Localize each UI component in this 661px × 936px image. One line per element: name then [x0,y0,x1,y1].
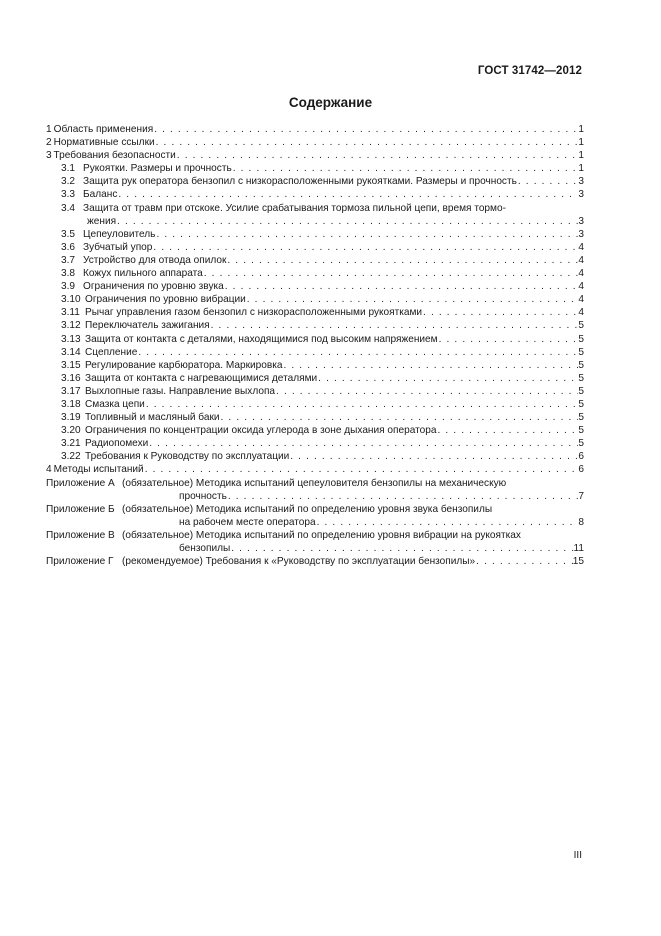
toc-entry-number: 3.9 [61,281,76,293]
toc-entry-3-14[interactable] [46,346,584,359]
toc-entry-page: 7 [578,490,584,502]
toc-entry-page: 4 [578,268,584,280]
dot-leader [117,188,578,201]
toc-entry-appendix-v-continuation[interactable] [46,542,584,555]
toc-entry-number: 3.18 [61,398,81,410]
toc-entry-number: 3.16 [61,372,81,384]
toc-entry-3-5[interactable] [46,228,584,241]
toc-entry-3-1[interactable] [46,162,584,175]
toc-entry-text: Требования безопасности [53,150,176,162]
dot-leader [227,490,579,503]
toc-entry-number: 3.21 [61,438,81,450]
dot-leader [517,175,579,188]
toc-entry-text: Радиопомехи [85,438,149,450]
toc-entry-number: 4 [46,464,52,476]
toc-entry-page: 5 [578,333,584,345]
standard-code: ГОСТ 31742—2012 [477,65,582,77]
toc-entry-appendix-a[interactable] [46,477,584,490]
toc-entry-page: 5 [578,438,584,450]
dot-leader [226,254,578,267]
dot-leader [145,398,579,411]
toc-entry-number: 3.5 [61,228,76,240]
toc-entry-text: Выхлопные газы. Направление выхлопа [85,385,276,397]
dot-leader [438,333,579,346]
toc-entry-page: 8 [578,516,584,528]
toc-entry-page: 5 [578,372,584,384]
toc-entry-text: (обязательное) Методика испытаний по определению уровня вибрации на рукоятках [122,529,521,541]
toc-entry-number: 3.8 [61,268,76,280]
dot-leader [153,123,578,136]
toc-entry-page: 5 [578,398,584,410]
toc-entry-3-12[interactable] [46,319,584,332]
toc-entry-3-17[interactable] [46,385,584,398]
toc-entry-3-10[interactable] [46,293,584,306]
toc-entry-3-2[interactable] [46,175,584,188]
toc-entry-number: 3.12 [61,320,81,332]
toc-entry-3-16[interactable] [46,372,584,385]
toc-entry-text: (обязательное) Методика испытаний по определению уровня звука бензопилы [122,503,493,515]
toc-entry-text: Смазка цепи [85,398,145,410]
dot-leader [148,437,578,450]
toc-entry-number: 3.17 [61,385,81,397]
toc-entry-text: (обязательное) Методика испытаний цепеуловителя бензопилы на механическую [122,477,507,489]
toc-entry-page: 1 [578,124,584,135]
toc-entry-number: 1 [46,124,52,135]
toc-entry-page: 15 [572,556,584,568]
toc-entry-3-20[interactable] [46,424,584,437]
toc-entry-page: 6 [578,464,584,476]
toc-entry-2[interactable] [46,136,584,149]
dot-leader [316,516,579,529]
toc-entry-3-7[interactable] [46,254,584,267]
toc-entry-text-continuation: на рабочем месте оператора [179,516,316,528]
toc-entry-text: Защита рук оператора бензопил с низкорасположенными рукоятками. Размеры и прочность [83,176,517,188]
dot-leader [220,411,579,424]
toc-entry-page: 5 [578,385,584,397]
toc-entry-number: 3.2 [61,176,76,188]
toc-entry-text: Топливный и масляный баки [85,412,220,424]
toc-entry-page: 4 [578,241,584,253]
dot-leader [203,267,579,280]
toc-entry-text-continuation: прочность [179,490,227,502]
dot-leader [475,555,573,568]
toc-entry-page: 5 [578,346,584,358]
toc-entry-appendix-a-continuation[interactable] [46,490,584,503]
toc-entry-number: 3.4 [61,202,76,214]
toc-entry-text: Защита от контакта с деталями, находящимися под высоким напряжением [85,333,438,345]
toc-entry-page: 3 [578,176,584,188]
toc-entry-text: Цепеуловитель [83,228,156,240]
dot-leader [275,385,578,398]
page-number: III [573,850,582,861]
toc-entry-number: 3.15 [61,359,81,371]
toc-entry-3-18[interactable] [46,398,584,411]
toc-entry-number: Приложение А [46,477,115,489]
toc-entry-3-19[interactable] [46,411,584,424]
toc-entry-3[interactable] [46,149,584,162]
toc-entry-number: Приложение В [46,529,115,541]
dot-leader [317,372,578,385]
toc-entry-number: 3.6 [61,241,76,253]
toc-entry-page: 4 [578,254,584,266]
toc-entry-3-4[interactable] [46,202,584,215]
toc-entry-3-4-continuation[interactable] [46,215,584,228]
dot-leader [224,280,579,293]
toc-entry-number: 3.1 [61,163,76,175]
toc-entry-text: Защита от травм при отскоке. Усилие срабатывания тормоза пильной цепи, время тормо- [83,202,506,214]
toc-entry-3-21[interactable] [46,437,584,450]
dot-leader [230,542,573,555]
toc-entry-page: 4 [578,307,584,319]
toc-entry-3-6[interactable] [46,241,584,254]
toc-entry-number: 3.20 [61,425,81,437]
toc-entry-page: 4 [578,281,584,293]
toc-entry-appendix-b-continuation[interactable] [46,516,584,529]
toc-entry-number: 3.13 [61,333,81,345]
toc-entry-3-13[interactable] [46,333,584,346]
toc-entry-page: 3 [578,215,584,227]
dot-leader [436,424,578,437]
dot-leader [155,228,578,241]
dot-leader [144,463,579,476]
toc-entry-appendix-g[interactable] [46,555,584,568]
toc-entry-number: 3.22 [61,451,81,463]
dot-leader [422,306,578,319]
toc-entry-text: Защита от контакта с нагревающимися деталями [85,372,318,384]
toc-entry-text-continuation: бензопилы [179,543,231,554]
toc-entry-number: 3.11 [61,307,80,319]
toc-entry-text: Зубчатый упор [83,241,153,253]
toc-entry-number: 3 [46,150,52,162]
toc-entry-number: 3.19 [61,412,81,424]
toc-entry-number: 3.10 [61,294,81,306]
toc-entry-text: Рукоятки. Размеры и прочность [83,163,232,175]
toc-entry-text: Ограничения по концентрации оксида углерода в зоне дыхания оператора [85,425,437,437]
toc-entry-number: 3.14 [61,346,81,358]
toc-entry-text: Баланс [83,189,118,201]
toc-entry-number: 3.7 [61,254,76,266]
toc-entry-page: 1 [578,163,584,175]
toc-entry-page: 5 [578,425,584,437]
toc-entry-text-continuation: жения [87,215,117,227]
toc-entry-3-3[interactable] [46,188,584,201]
dot-leader [232,162,579,175]
dot-leader [246,293,579,306]
toc-entry-page: 11 [573,543,584,554]
toc-entry-text: Методы испытаний [53,464,144,476]
toc-entry-number: Приложение Б [46,503,115,515]
table-of-contents [46,123,584,568]
toc-entry-3-22[interactable] [46,450,584,463]
toc-entry-appendix-b[interactable] [46,503,584,516]
dot-leader [116,215,578,228]
dot-leader [155,136,579,149]
dot-leader [210,319,579,332]
toc-entry-text: Переключатель зажигания [85,320,210,332]
toc-entry-page: 6 [578,451,584,463]
toc-entry-3-11[interactable] [46,306,584,319]
toc-entry-appendix-v[interactable] [46,529,584,542]
toc-entry-page: 1 [578,150,584,162]
toc-entry-number: Приложение Г [46,556,114,568]
toc-entry-4[interactable] [46,463,584,476]
toc-entry-text: Рычаг управления газом бензопил с низкорасположенными рукоятками [85,307,423,319]
toc-entry-text: Сцепление [85,346,138,358]
toc-entry-text: Кожух пильного аппарата [83,268,203,280]
toc-entry-1[interactable] [46,123,584,136]
dot-leader [137,346,578,359]
toc-title: Содержание [288,95,373,110]
toc-entry-text: Требования к Руководству по эксплуатации [85,451,290,463]
dot-leader [289,450,578,463]
toc-entry-text: Нормативные ссылки [53,137,155,149]
toc-entry-page: 5 [578,412,584,424]
toc-entry-text: Регулирование карбюратора. Маркировка [85,359,283,371]
toc-entry-text: Устройство для отвода опилок [83,254,227,266]
dot-leader [176,149,579,162]
toc-entry-3-8[interactable] [46,267,584,280]
toc-entry-3-15[interactable] [46,359,584,372]
toc-entry-text: Ограничения по уровню звука [83,281,224,293]
dot-leader [282,359,578,372]
toc-entry-page: 5 [578,320,584,332]
toc-entry-number: 2 [46,137,52,149]
toc-entry-text: Ограничения по уровню вибрации [85,294,246,306]
toc-entry-text: Область применения [53,124,154,135]
toc-entry-page: 4 [578,294,584,306]
dot-leader [152,241,578,254]
toc-entry-page: 1 [578,137,584,149]
toc-entry-text: (рекомендуемое) Требования к «Руководству по эксплуатации бензопилы» [122,556,476,568]
toc-entry-number: 3.3 [61,189,76,201]
toc-entry-page: 3 [578,189,584,201]
toc-entry-3-9[interactable] [46,280,584,293]
toc-entry-page: 3 [578,228,584,240]
toc-entry-page: 5 [578,359,584,371]
